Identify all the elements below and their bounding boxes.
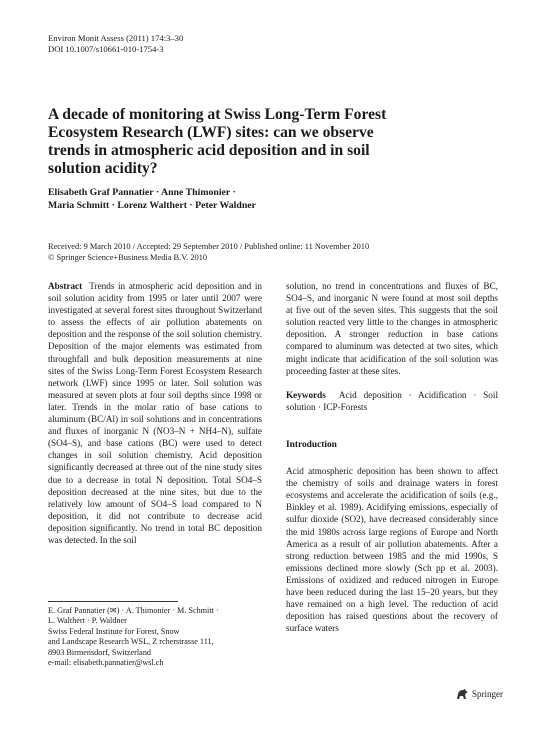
publication-dates [48, 241, 369, 263]
abstract-text-left: Trends in atmospheric acid deposition and in soil solution acidity from 1995 or later until 2007 were investigated at several forest sites throughout Switzerland to assess the effects of air pollution abatements on deposition and the response of the soil solution chemistry. Deposition of the major elements was estimated from throughfall and bulk deposition measurements at nine sites of the Swiss Long-Term Forest Ecosystem Research network (LWF) since 1995 or later. Soil solution was measured at seven plots at four soil depths since 1998 or later. Trends in the molar ratio of base cations to aluminum (BC/Al) in soil solutions and in concentrations and fluxes of inorganic N (NO3–N + NH4–N), sulfate (SO4–S), and base cations (BC) were used to detect changes in soil solution chemistry. Acid deposition significantly decreased at three out of the nine study sites due to a decrease in total N deposition. Total SO4–S deposition decreased at the nine sites, but due to the relatively low amount of SO4–S load compared to N deposition, it did not contribute to decrease acid deposition significantly. No trend in total BC deposition was detected. In the soil [48, 281, 262, 545]
affiliation-names: E. Graf Pannatier (✉) · A. Thimonier · M. Schmitt · [48, 606, 219, 615]
footnote-divider [48, 601, 178, 602]
keywords-paragraph [286, 389, 498, 413]
paper-title: A decade of monitoring at Swiss Long-Term Forest Ecosystem Research (LWF) sites: can we observe trends in atmospheric acid deposition and in soil solution acidity? [48, 106, 387, 177]
doi[interactable]: DOI 10.1007/s10661-010-1754-3 [48, 44, 164, 54]
author-list [48, 186, 256, 212]
affiliation-institute-2: and Landscape Research WSL, Z rcherstrasse 111, [48, 637, 214, 647]
affiliation-email[interactable]: e-mail: elisabeth.pannatier@wsl.ch [48, 658, 164, 668]
affiliation-institute: Swiss Federal Institute for Forest, Snow [48, 626, 180, 636]
affiliation-address: 8903 Birmensdorf, Switzerland [48, 647, 152, 657]
publisher-name: Springer [472, 689, 503, 699]
section-heading-introduction: Introduction [286, 439, 337, 450]
keywords-label: Keywords [286, 389, 326, 400]
abstract-label: Abstract [48, 281, 83, 291]
affiliation-names-2: L. Walthert · P. Waldner [48, 616, 127, 626]
journal-header [48, 33, 183, 55]
copyright-line: © Springer Science+Business Media B.V. 2010 [48, 253, 208, 262]
journal-citation: Environ Monit Assess (2011) 174:3–30 [48, 33, 184, 43]
keywords-text: Acid deposition · Acidification · Soil solution · ICP-Forests [286, 389, 498, 412]
publisher-logo [455, 688, 503, 700]
author-line-1: Elisabeth Graf Pannatier · Anne Thimonier · [48, 187, 236, 198]
right-column [286, 280, 498, 634]
author-line-2: Maria Schmitt · Lorenz Walthert · Peter Waldner [48, 200, 256, 211]
received-accepted-line: Received: 9 March 2010 / Accepted: 29 September 2010 / Published online: 11 November 2010 [48, 242, 370, 251]
springer-horse-icon [455, 688, 469, 700]
abstract-paragraph [48, 280, 262, 546]
abstract-continuation: solution, no trend in concentrations and fluxes of BC, SO4–S, and inorganic N were found at most soil depths at five out of the seven sites. This suggests that the soil solution reacted very little to the changes in atmospheric deposition. A stronger reduction in base cations compared to aluminum was detected at two sites, which might indicate that acidification of the soil solution was proceeding faster at these sites. [286, 281, 498, 376]
introduction-paragraph: Acid atmospheric deposition has been shown to affect the chemistry of soils and drainage waters in forest ecosystems and accelerate the acidification of soils (e.g., Binkley et al. 1989). Acidifying emissions, especially of sulfur dioxide (SO2), have decreased considerably since the mid 1980s across large regions of Europe and North America as a result of air pollution abatements. After a strong reduction between 1985 and the mid 1990s, S emissions declined more slowly (Sch pp et al. 2003). Emissions of oxidized and reduced nitrogen in Europe have been reduced during the last 15–20 years, but they have remained on a high level. The reduction of acid deposition has raised questions about the recovery of surface waters [286, 466, 498, 634]
left-column [48, 280, 262, 546]
author-affiliation [48, 606, 268, 668]
